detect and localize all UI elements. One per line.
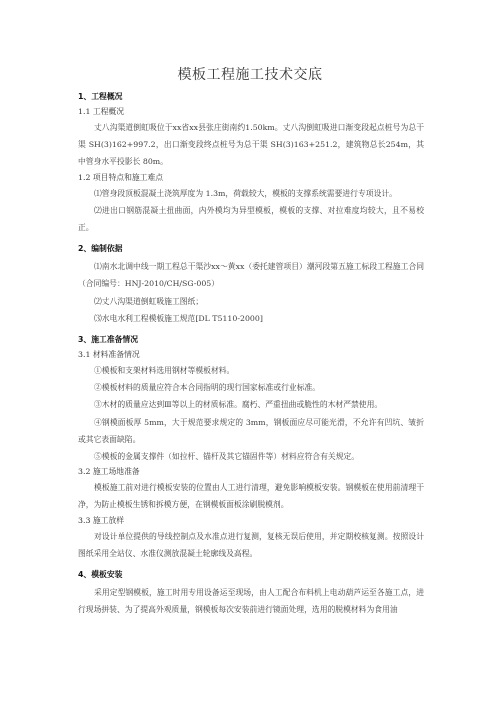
list-item: ⑤模板的金属支撑件（如拉杆、锚杆及其它锚固件等）材料应符合有关规定。 <box>94 452 360 462</box>
paragraph-4: 采用定型钢模板，施工时用专用设备运至现场，由人工配合布料机上电动葫芦运至各施工点，进行现场拼装、为了提高外观质量，钢模板每次安装前进行镜面处理，选用的脱模材料为食用油 <box>78 588 424 615</box>
list-item: ①模板和支架材料选用钢材等模板材料。 <box>94 366 235 376</box>
paragraph-3-3: 对设计单位提供的导线控制点及水准点进行复测，复核无误后使用，并定期校核复测。按照设计图纸采用全站仪、水准仪测放混凝土轮廓线及高程。 <box>78 531 424 558</box>
document-title: 模板工程施工技术交底 <box>177 67 323 83</box>
paragraph-1-2-b: ⑵进出口钢筋混凝土扭曲面，内外模均为异型模板，模板的支撑、对拉难度均较大，且不易校正。 <box>78 205 424 233</box>
paragraph-3-2: 模板施工前对进行模板安装的位置由人工进行清理，避免影响模板安装。钢模板在使用前清理干净，为防止模板生锈和拆模方便，在钢模板面板涂刷脱模剂。 <box>78 483 424 510</box>
list-item: ②模板材料的质量应符合本合同指明的现行国家标准或行业标准。 <box>94 383 321 393</box>
subsection-heading-3-2: 3.2 施工场地准备 <box>78 467 140 477</box>
subsection-heading-1-1: 1.1 工程概况 <box>78 107 125 116</box>
paragraph-1-2-a: ⑴管身段顶板混凝土浇筑厚度为 1.3m，荷载较大，模板的支撑系统需要进行专项设计。 <box>94 188 397 198</box>
section-heading-3: 3、施工准备情况 <box>78 335 139 345</box>
section-heading-1: 1、工程概况 <box>78 92 123 101</box>
section-heading-2: 2、编制依据 <box>78 244 123 254</box>
subsection-heading-1-2: 1.2 项目特点和施工难点 <box>78 172 164 182</box>
paragraph-2-1: ⑴南水北调中线一期工程总干渠沙xx～黄xx（委托建管项目）潮河段第五施工标段工程施工合同（合同编号：HNJ-2010/CH/SG-005） <box>78 262 424 289</box>
document-body <box>78 84 424 618</box>
list-item: ④钢模面板厚 5mm，大于规范要求规定的 3mm，钢板面应尽可能光滑，不允许有凹坑、皱折或其它表面缺陷。 <box>78 417 424 444</box>
subsection-heading-3-1: 3.1 材料准备情况 <box>78 350 140 360</box>
paragraph-2-3: ⑶水电水利工程模板施工规范[DL T5110-2000] <box>94 313 263 323</box>
paragraph-1-1: 丈八沟渠道倒虹吸位于xx省xx县张庄街南约1.50km。丈八沟倒虹吸进口渐变段起点桩号为总干渠 SH(3)162+997.2，出口渐变段终点桩号为总干渠 SH(3)163+251.2，建筑物总长254m，其中管身水平投影长 80m。 <box>78 123 424 167</box>
subsection-heading-3-3: 3.3 施工放样 <box>78 515 125 525</box>
list-item: ③木材的质量应达到Ⅲ等以上的材质标准。腐朽、严重扭曲或脆性的木材严禁使用。 <box>94 400 383 410</box>
section-heading-4: 4、模板安装 <box>78 570 123 580</box>
paragraph-2-2: ⑵丈八沟渠道倒虹吸施工图纸； <box>94 296 204 306</box>
